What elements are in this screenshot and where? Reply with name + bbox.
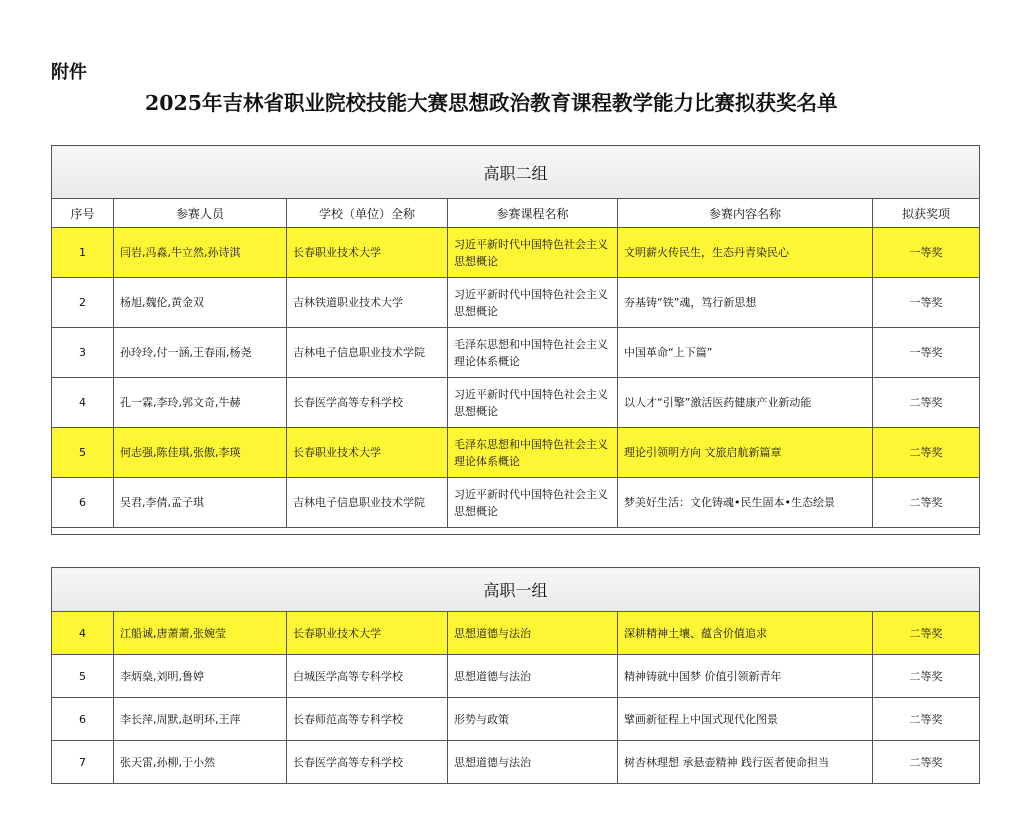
cell-no: 7 xyxy=(52,741,114,784)
cell-content: 树杏林理想 承悬壶精神 践行医者使命担当 xyxy=(618,741,873,784)
cell-content: 理论引领明方向 文旅启航新篇章 xyxy=(618,428,873,478)
group-title: 高职二组 xyxy=(52,146,980,199)
cell-award: 二等奖 xyxy=(873,741,980,784)
cell-school: 长春职业技术大学 xyxy=(287,428,448,478)
cell-school: 吉林铁道职业技术大学 xyxy=(287,278,448,328)
cell-school: 长春职业技术大学 xyxy=(287,612,448,655)
cell-no: 2 xyxy=(52,278,114,328)
cell-members: 杨旭,魏伦,黄金双 xyxy=(114,278,287,328)
cell-no: 5 xyxy=(52,428,114,478)
cell-members: 李长萍,周默,赵明环,王萍 xyxy=(114,698,287,741)
cell-course: 习近平新时代中国特色社会主义思想概论 xyxy=(448,228,618,278)
cell-members: 孙玲玲,付一涵,王春雨,杨尧 xyxy=(114,328,287,378)
award-table-group-2 xyxy=(51,145,980,535)
cell-school: 长春职业技术大学 xyxy=(287,228,448,278)
cell-no: 5 xyxy=(52,655,114,698)
cell-no: 4 xyxy=(52,378,114,428)
col-header-members: 参赛人员 xyxy=(114,199,287,228)
cell-content: 精神铸就中国梦 价值引领新青年 xyxy=(618,655,873,698)
cell-members: 江船诚,唐萧萧,张婉莹 xyxy=(114,612,287,655)
col-header-course: 参赛课程名称 xyxy=(448,199,618,228)
group-title: 高职一组 xyxy=(52,568,980,612)
table-row xyxy=(52,278,980,328)
cell-content: 文明薪火传民生，生态丹青染民心 xyxy=(618,228,873,278)
col-header-no: 序号 xyxy=(52,199,114,228)
cell-content: 以人才“引擎”激活医药健康产业新动能 xyxy=(618,378,873,428)
table-row xyxy=(52,741,980,784)
cell-course: 习近平新时代中国特色社会主义思想概论 xyxy=(448,278,618,328)
attachment-label: 附件 xyxy=(51,62,87,83)
cell-course: 思想道德与法治 xyxy=(448,612,618,655)
table-tail xyxy=(52,528,980,535)
cell-award: 二等奖 xyxy=(873,378,980,428)
col-header-award: 拟获奖项 xyxy=(873,199,980,228)
cell-school: 白城医学高等专科学校 xyxy=(287,655,448,698)
cell-members: 闫岩,冯淼,牛立然,孙诗淇 xyxy=(114,228,287,278)
cell-award: 二等奖 xyxy=(873,612,980,655)
cell-content: 梦美好生活：文化铸魂•民生固本•生态绘景 xyxy=(618,478,873,528)
cell-award: 一等奖 xyxy=(873,278,980,328)
cell-award: 二等奖 xyxy=(873,428,980,478)
cell-award: 二等奖 xyxy=(873,478,980,528)
cell-award: 二等奖 xyxy=(873,655,980,698)
cell-school: 吉林电子信息职业技术学院 xyxy=(287,478,448,528)
cell-school: 长春医学高等专科学校 xyxy=(287,378,448,428)
cell-no: 6 xyxy=(52,478,114,528)
cell-members: 李炳燊,刘明,鲁婷 xyxy=(114,655,287,698)
table-row xyxy=(52,655,980,698)
cell-no: 6 xyxy=(52,698,114,741)
column-header-row xyxy=(52,199,980,228)
table-row xyxy=(52,698,980,741)
cell-members: 孔一霖,李玲,郭文奇,牛赫 xyxy=(114,378,287,428)
cell-no: 1 xyxy=(52,228,114,278)
cell-content: 夯基铸“铁”魂，笃行新思想 xyxy=(618,278,873,328)
cell-course: 思想道德与法治 xyxy=(448,741,618,784)
cell-content: 深耕精神土壤、蕴含价值追求 xyxy=(618,612,873,655)
cell-content: 中国革命“上下篇” xyxy=(618,328,873,378)
cell-no: 4 xyxy=(52,612,114,655)
table-row xyxy=(52,378,980,428)
cell-course: 毛泽东思想和中国特色社会主义理论体系概论 xyxy=(448,328,618,378)
cell-course: 习近平新时代中国特色社会主义思想概论 xyxy=(448,478,618,528)
cell-award: 二等奖 xyxy=(873,698,980,741)
cell-content: 擘画新征程上中国式现代化图景 xyxy=(618,698,873,741)
cell-members: 何志强,陈佳琪,张傲,李瑛 xyxy=(114,428,287,478)
cell-course: 习近平新时代中国特色社会主义思想概论 xyxy=(448,378,618,428)
cell-no: 3 xyxy=(52,328,114,378)
table-row xyxy=(52,228,980,278)
col-header-content: 参赛内容名称 xyxy=(618,199,873,228)
cell-course: 形势与政策 xyxy=(448,698,618,741)
table-row xyxy=(52,612,980,655)
table-row xyxy=(52,478,980,528)
cell-school: 吉林电子信息职业技术学院 xyxy=(287,328,448,378)
col-header-school: 学校（单位）全称 xyxy=(287,199,448,228)
cell-school: 长春医学高等专科学校 xyxy=(287,741,448,784)
cell-course: 毛泽东思想和中国特色社会主义理论体系概论 xyxy=(448,428,618,478)
cell-award: 一等奖 xyxy=(873,228,980,278)
cell-members: 吴君,李倩,孟子琪 xyxy=(114,478,287,528)
cell-members: 张天雷,孙柳,于小然 xyxy=(114,741,287,784)
document-title: 2025年吉林省职业院校技能大赛思想政治教育课程教学能力比赛拟获奖名单 xyxy=(145,91,838,115)
cell-course: 思想道德与法治 xyxy=(448,655,618,698)
table-row xyxy=(52,428,980,478)
cell-school: 长春师范高等专科学校 xyxy=(287,698,448,741)
cell-award: 一等奖 xyxy=(873,328,980,378)
award-table-group-1 xyxy=(51,567,980,784)
table-row xyxy=(52,328,980,378)
